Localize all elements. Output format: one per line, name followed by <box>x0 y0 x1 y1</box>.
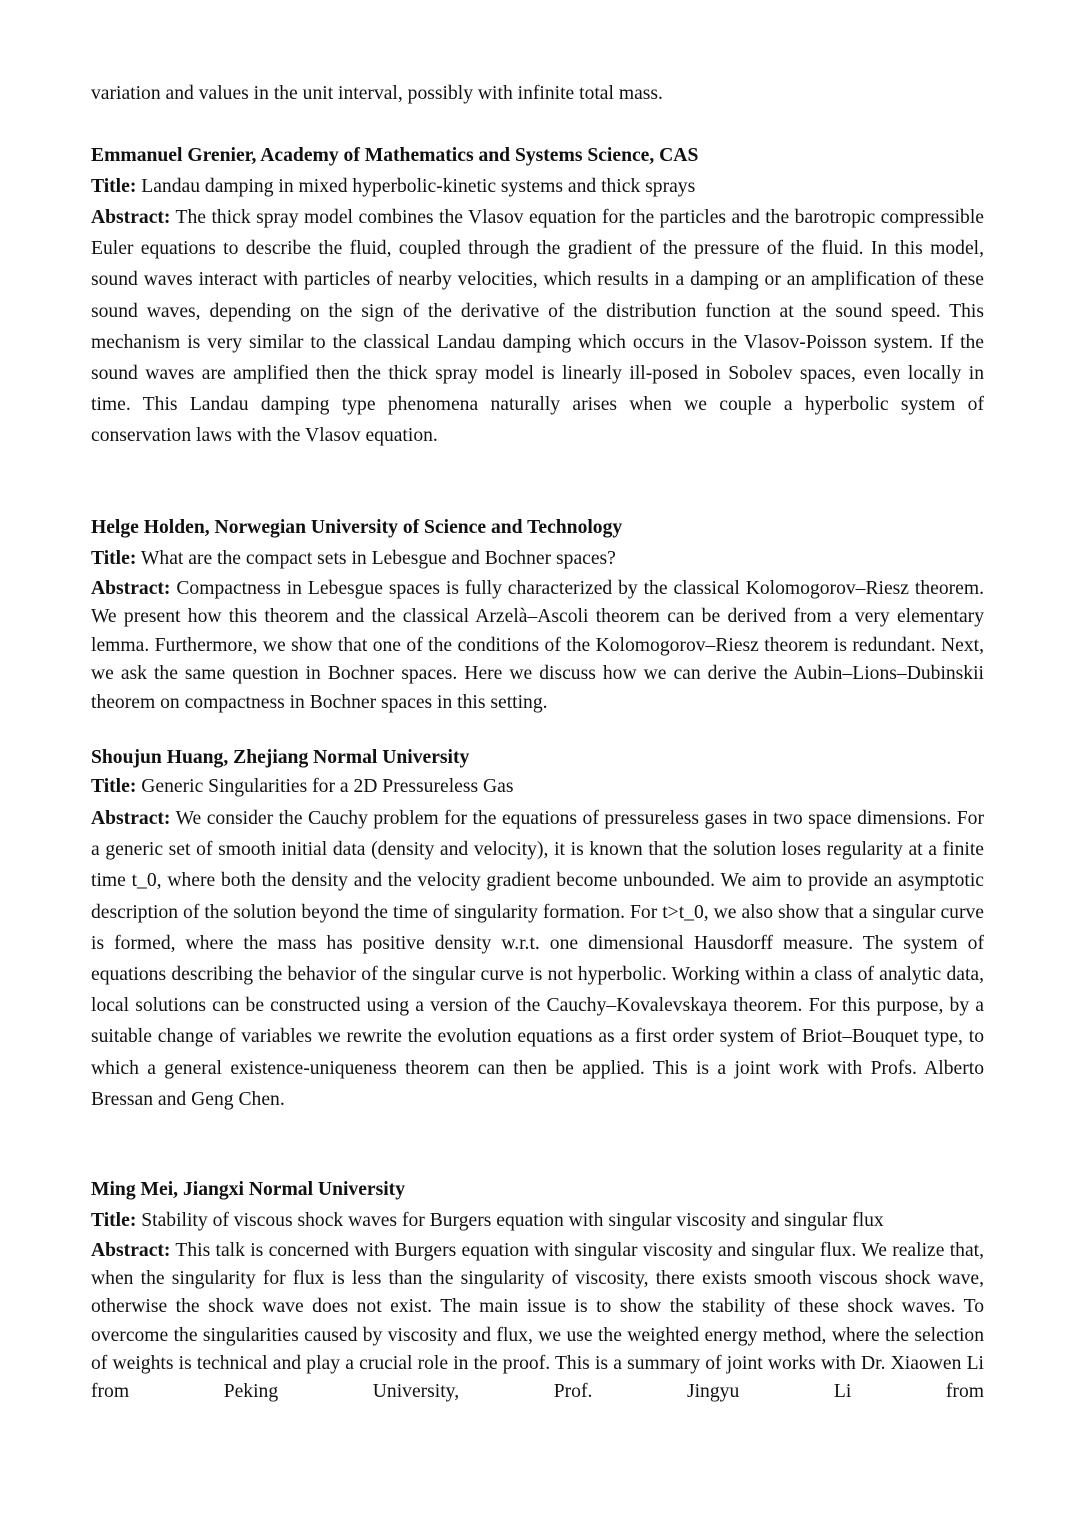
abstract-label: Abstract: <box>91 207 171 228</box>
title-label: Title: <box>91 548 137 569</box>
abstract-text: Compactness in Lebesgue spaces is fully characterized by the classical Kolomogorov–Riesz theorem. We present how this theorem and the classical Arzelà–Ascoli theorem can be derived from a very elementary lemma. Furthermore, we show that one of the conditions of the Kolomogorov–Riesz theorem is redundant. Next, we ask the same question in Bochner spaces. Here we discuss how we can derive the Aubin–Lions–Dubinskii theorem on compactness in Bochner spaces in this setting. <box>91 578 984 713</box>
talk-abstract <box>91 1237 984 1406</box>
talk-title: Landau damping in mixed hyperbolic-kinetic systems and thick sprays <box>141 176 696 197</box>
speaker-affiliation: Ming Mei, Jiangxi Normal University <box>91 1179 406 1200</box>
talk-abstract <box>91 803 984 1115</box>
title-label: Title: <box>91 176 137 197</box>
continued-abstract-text: variation and values in the unit interval, possibly with infinite total mass. <box>91 83 663 104</box>
speaker-affiliation: Shoujun Huang, Zhejiang Normal University <box>91 747 470 768</box>
speaker-affiliation: Emmanuel Grenier, Academy of Mathematics and Systems Science, CAS <box>91 145 699 166</box>
talk-title-line <box>91 171 984 202</box>
talk-title: Generic Singularities for a 2D Pressureless Gas <box>141 776 514 797</box>
talk-title-line <box>91 1205 984 1236</box>
talk-title-line <box>91 772 984 802</box>
abstract-text: We consider the Cauchy problem for the equations of pressureless gases in two space dimensions. For a generic set of smooth initial data (density and velocity), it is known that the solution loses regularity at a finite time t_0, where both the density and the velocity gradient become unbounded. We aim to provide an asymptotic description of the solution beyond the time of singularity formation. For t>t_0, we also show that a singular curve is formed, where the mass has positive density w.r.t. one dimensional Hausdorff measure. The system of equations describing the behavior of the singular curve is not hyperbolic. Working within a class of analytic data, local solutions can be constructed using a version of the Cauchy–Kovalevskaya theorem. For this purpose, by a suitable change of variables we rewrite the evolution equations as a first order system of Briot–Bouquet type, to which a general existence-uniqueness theorem can then be applied. This is a joint work with Profs. Alberto Bressan and Geng Chen. <box>91 808 985 1110</box>
abstract-label: Abstract: <box>91 578 171 599</box>
speaker-affiliation: Helge Holden, Norwegian University of Science and Technology <box>91 517 623 538</box>
talk-entry <box>91 140 984 452</box>
title-label: Title: <box>91 1210 137 1231</box>
talk-entry <box>91 1174 984 1406</box>
talk-title-line <box>91 543 984 574</box>
talk-abstract <box>91 202 984 452</box>
talk-abstract <box>91 575 984 717</box>
talk-entry <box>91 512 984 717</box>
abstract-text: This talk is concerned with Burgers equation with singular viscosity and singular flux. We realize that, when the singularity for flux is less than the singularity of viscosity, there exists smooth viscous shock wave, otherwise the shock wave does not exist. The main issue is to show the stability of these shock waves. To overcome the singularities caused by viscosity and flux, we use the weighted energy method, where the selection of weights is technical and play a crucial role in the proof. This is a summary of joint works with Dr. Xiaowen Li from Peking University, Prof. Jingyu Li from <box>91 1240 984 1403</box>
title-label: Title: <box>91 776 137 797</box>
talk-title: Stability of viscous shock waves for Burgers equation with singular viscosity and singular flux <box>141 1210 884 1231</box>
abstract-text: The thick spray model combines the Vlasov equation for the particles and the barotropic compressible Euler equations to describe the fluid, coupled through the gradient of the pressure of the fluid. In this model, sound waves interact with particles of nearby velocities, which results in a damping or an amplification of these sound waves, depending on the sign of the derivative of the distribution function at the sound speed. This mechanism is very similar to the classical Landau damping which occurs in the Vlasov-Poisson system. If the sound waves are amplified then the thick spray model is linearly ill-posed in Sobolev spaces, even locally in time. This Landau damping type phenomena naturally arises when we couple a hyperbolic system of conservation laws with the Vlasov equation. <box>91 207 984 447</box>
abstract-label: Abstract: <box>91 808 171 829</box>
talk-title: What are the compact sets in Lebesgue and Bochner spaces? <box>140 548 616 569</box>
abstract-label: Abstract: <box>91 1240 171 1261</box>
talk-entry <box>91 744 984 1115</box>
